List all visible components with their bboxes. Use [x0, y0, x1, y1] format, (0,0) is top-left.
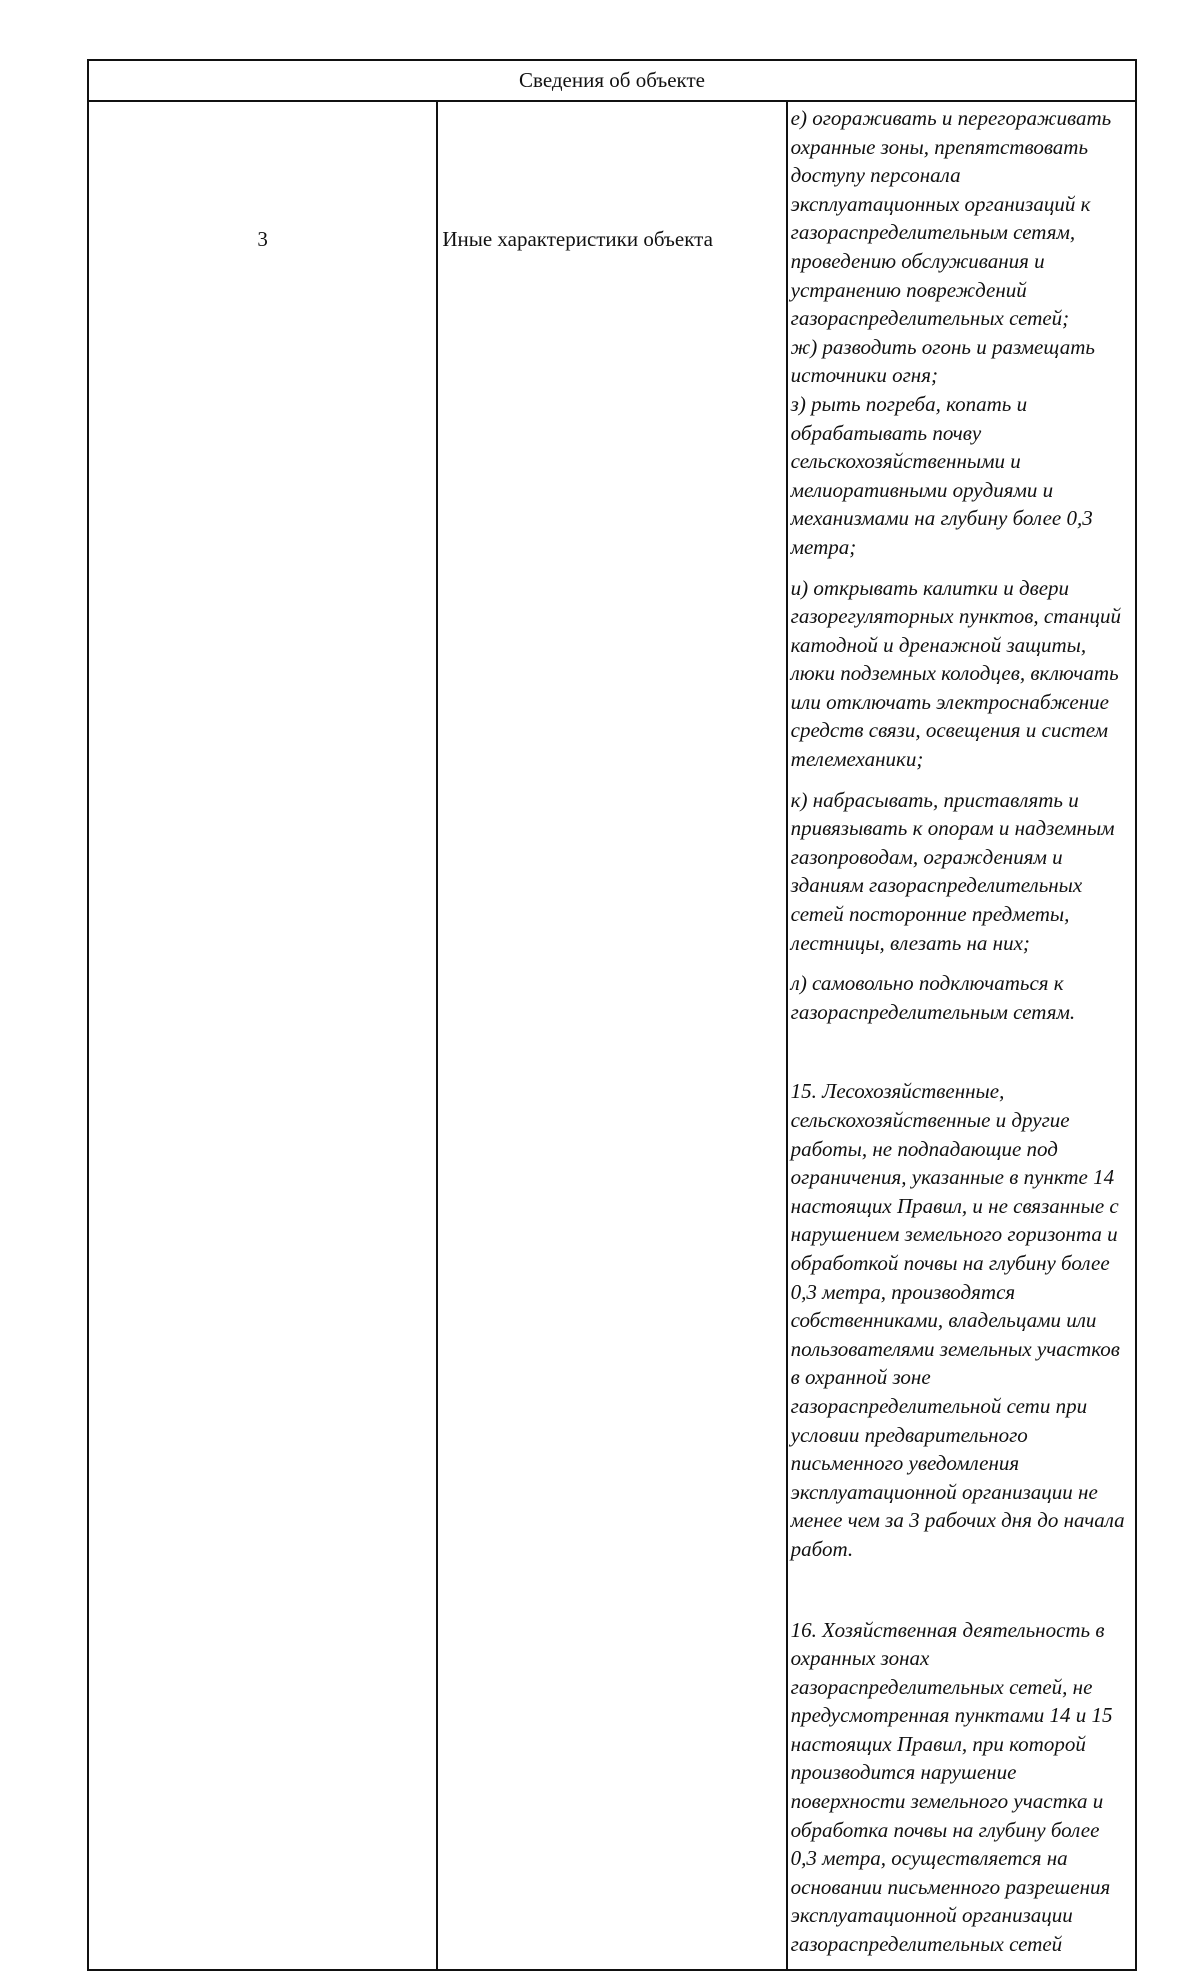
table-row	[88, 101, 1136, 1970]
row-content-cell	[787, 101, 1136, 1970]
paragraph-i: и) открывать калитки и двери газорегуляторных пунктов, станций катодной и дренажной защиты, люки подземных колодцев, включать или отключать электроснабжение средств связи, освещения и систем телемеханики;	[790, 575, 1122, 772]
row-number: 3	[257, 227, 268, 251]
row-number-cell	[88, 101, 437, 1970]
table-header: Сведения об объекте	[88, 60, 1136, 101]
paragraph-l: л) самовольно подключаться к газораспределительным сетям.	[790, 971, 1076, 1024]
paragraph-e: е) огораживать и перегораживать охранные зоны, препятствовать доступу персонала эксплуатационных организаций к газораспределительным сетям, проведению обслуживания и устранению повреждений газораспределительных сетей;	[790, 106, 1112, 331]
row-name-cell	[437, 101, 786, 1970]
object-info-table	[87, 59, 1137, 1971]
row-name: Иные характеристики объекта	[442, 227, 713, 251]
table-header-row	[88, 60, 1136, 101]
paragraph-16: 16. Хозяйственная деятельность в охранных зонах газораспределительных сетей, не предусмотренная пунктами 14 и 15 настоящих Правил, при которой производится нарушение поверхности земельного участка и обработка почвы на глубину более 0,3 метра, осуществляется на основании письменного разрешения эксплуатационной организации газораспределительных сетей	[790, 1617, 1113, 1957]
paragraph-15: 15. Лесохозяйственные, сельскохозяйственные и другие работы, не подпадающие под ограничения, указанные в пункте 14 настоящих Правил, и не связанные с нарушением земельного горизонта и обработкой почвы на глубину более 0,3 метра, производятся собственниками, владельцами или пользователями земельных участков в охранной зоне газораспределительной сети при условии предварительного письменного уведомления эксплуатационной организации не менее чем за 3 рабочих дня до начала работ.	[790, 1079, 1125, 1561]
paragraph-k: к) набрасывать, приставлять и привязывать к опорам и надземным газопроводам, ограждениям и зданиям газораспределительных сетей посторонние предметы, лестницы, влезать на них;	[790, 787, 1115, 955]
paragraph-zh: ж) разводить огонь и размещать источники огня;	[790, 334, 1095, 388]
paragraph-z: з) рыть погреба, копать и обрабатывать почву сельскохозяйственными и мелиоративными орудиями и механизмами на глубину более 0,3 метра;	[790, 391, 1093, 559]
